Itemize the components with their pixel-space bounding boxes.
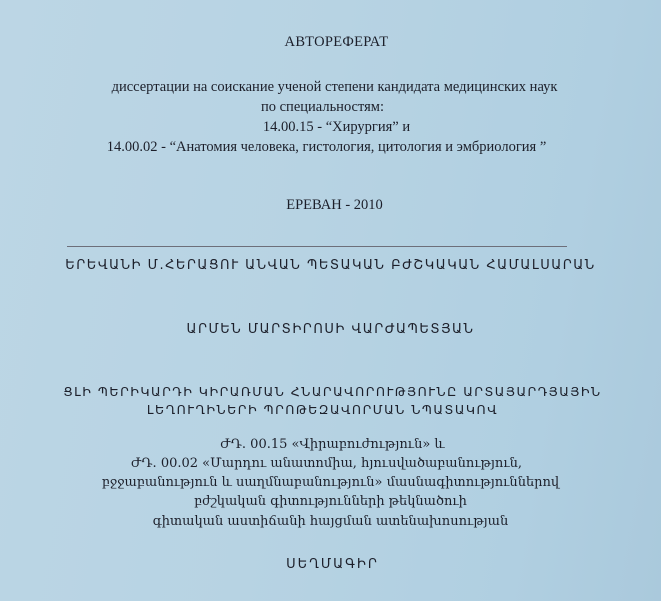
divider-line xyxy=(67,246,567,247)
document-title: АВТОРЕФЕРАТ xyxy=(284,34,389,50)
university-name: ԵՐԵՎԱՆԻ Մ.ՀԵՐԱՑՈՒ ԱՆՎԱՆ ՊԵՏԱԿԱՆ ԲԺՇԿԱԿԱՆ ՀԱՄԱԼՍԱՐԱՆ xyxy=(65,258,596,273)
specialty-line-3: բջջաբանություն և սաղմնաբանություն» մասնագիտություններով xyxy=(101,475,560,490)
specialty-surgery: 14.00.15 - “Хирургия” и xyxy=(262,119,411,135)
specialty-line-1: ԺԴ. 00.15 «Վիրաբուժություն» և xyxy=(220,437,445,452)
specialty-line-2: ԺԴ. 00.02 «Մարդու անատոմիա, հյուսվածաբանություն, xyxy=(130,456,523,471)
topic-line-1: ՑԼԻ ՊԵՐԻԿԱՐԴԻ ԿԻՐԱՌՄԱՆ ՀՆԱՐԱՎՈՐՈՒԹՅՈՒՆԸ ԱՐՏԱՅԱՐԴՅԱՅԻՆ xyxy=(63,384,602,399)
specialty-anatomy: 14.00.02 - “Анатомия человека, гистология, цитология и эмбриология ” xyxy=(106,139,547,155)
specialty-line-5: գիտական աստիճանի հայցման ատենախոսության xyxy=(152,514,509,529)
specialty-line-4: բժշկական գիտությունների թեկնածուի xyxy=(194,494,467,509)
summary-heading: ՍԵՂՄԱԳԻՐ xyxy=(286,557,379,572)
topic-line-2: ԼԵՂՈՒՂԻՆԵՐԻ ՊՐՈԹԵԶԱՎՈՐՄԱՆ ՆՊԱՏԱԿՈՎ xyxy=(146,402,499,417)
specialties-label: по специальностям: xyxy=(260,99,385,115)
author-name: ԱՐՄԵՆ ՄԱՐՏԻՐՈՍԻ ՎԱՐԺԱՊԵՏՅԱՆ xyxy=(186,322,475,337)
city-year: ЕРЕВАН - 2010 xyxy=(286,197,383,213)
dissertation-description: диссертации на соискание ученой степени кандидата медицинских наук xyxy=(111,79,558,95)
